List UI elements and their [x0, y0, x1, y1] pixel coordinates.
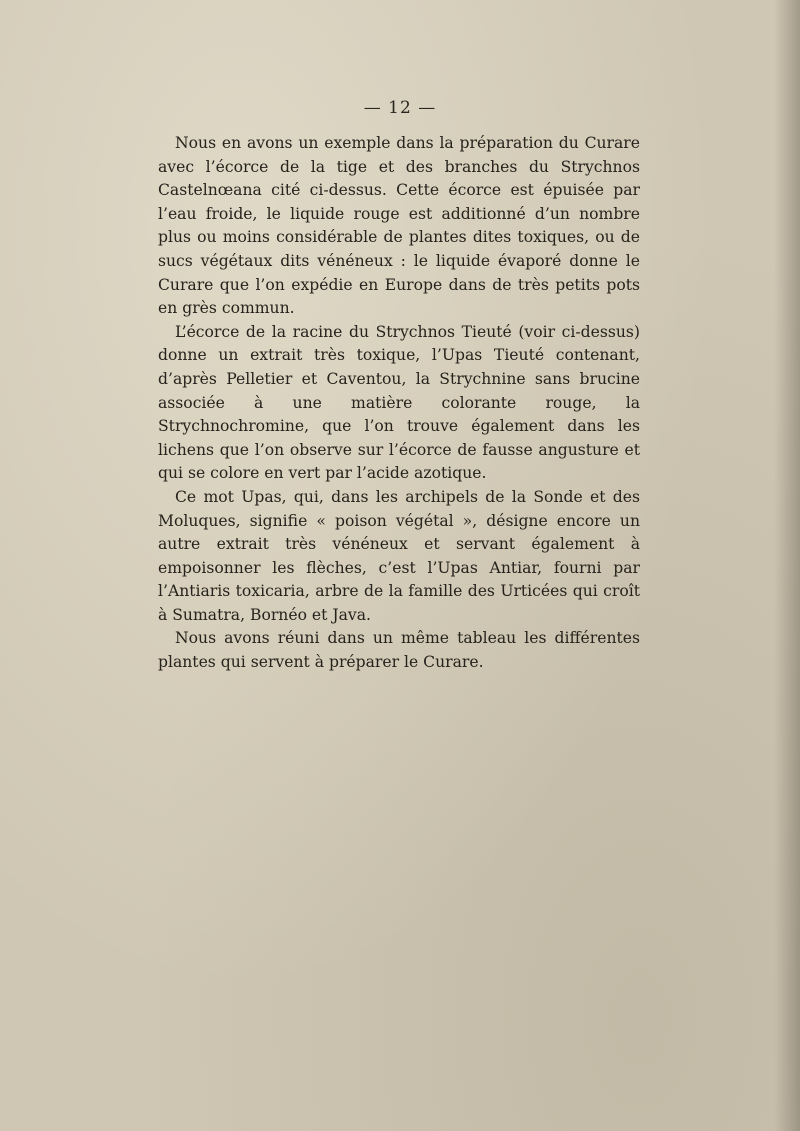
page-edge-shadow	[774, 0, 800, 1131]
paragraph-curare-preparation: Nous en avons un exemple dans la préparation du Curare avec l’écorce de la tige et des branches du Strychnos Castelnœana cité ci-dessus. Cette écorce est épuisée par l’eau froide, le liquide rouge est additionné d’un nombre plus ou moins considérable de plantes dites toxiques, ou de sucs végétaux dits vénéneux : le liquide évaporé donne le Curare que l’on expédie en Europe dans de très petits pots en grès commun.	[158, 134, 640, 318]
paragraph-upas-antiar: Ce mot Upas, qui, dans les archipels de la Sonde et des Moluques, signifie « poison végétal », désigne encore un autre extrait très vénéneux et servant également à empoisonner les flèches, c’est l’Upas Antiar, fourni par l’Antiaris toxicaria, arbre de la famille des Urticées qui croît à Sumatra, Bornéo et Java.	[158, 487, 640, 624]
paragraph-upas-tieute: L’écorce de la racine du Strychnos Tieuté (voir ci-dessus) donne un extrait très toxique, l’Upas Tieuté contenant, d’après Pelletier et Caventou, la Strychnine sans brucine associée à une matière colorante rouge, la Strychnochromine, que l’on trouve également dans les lichens que l’on observe sur l’écorce de fausse angusture et qui se colore en vert par l’acide azotique.	[158, 322, 640, 483]
page-number: — 12 —	[363, 98, 437, 118]
body-text	[158, 132, 640, 675]
paragraph-table-intro: Nous avons réuni dans un même tableau les différentes plantes qui servent à préparer le Curare.	[158, 629, 640, 672]
